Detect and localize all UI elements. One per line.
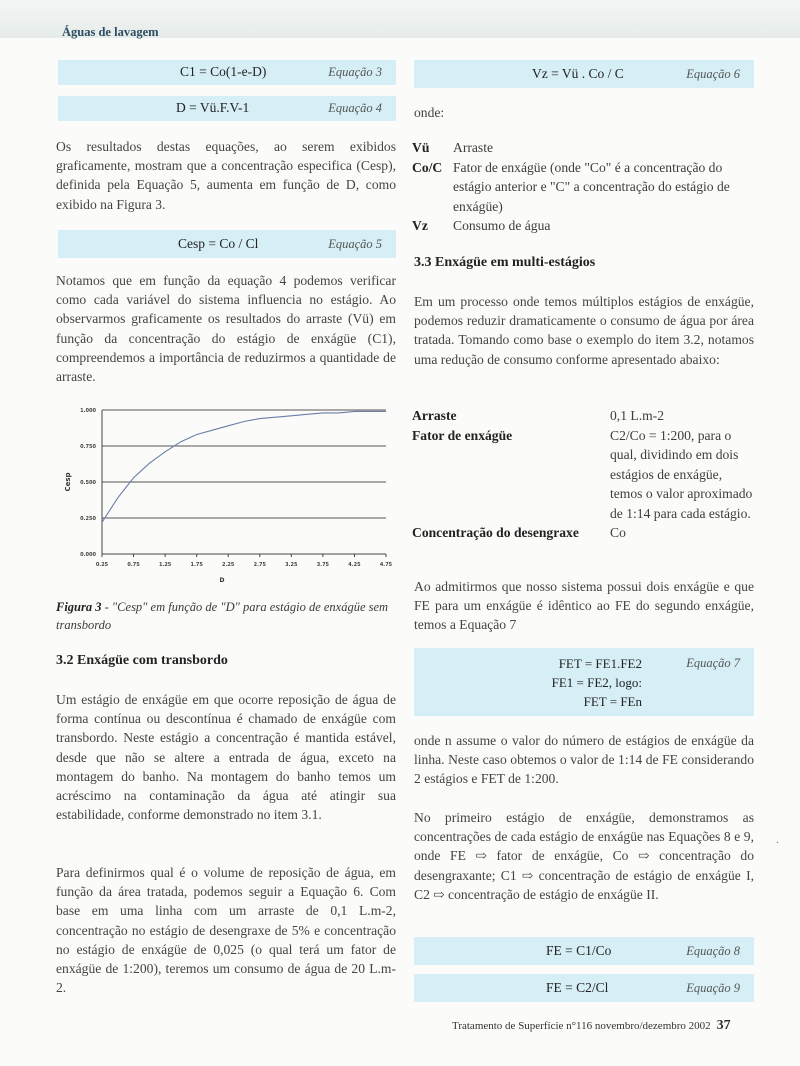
y-axis-label: Cesp: [64, 472, 72, 492]
page-number: 37: [716, 1018, 731, 1033]
paragraph-equation-4: Notamos que em função da equação 4 podemos verificar como cada variável do sistema influencia no estágio. Ao observarmos graficamente os resultados do arraste (Vü) em função da concentração do estágio de enxágüe (C1), compreendemos a importância de reduzirmos a quantidade de arraste.: [56, 273, 396, 385]
equation-7: [414, 648, 754, 716]
table-row: [412, 523, 757, 543]
equation-6-label: Equação 6: [686, 67, 740, 81]
equation-5-formula: Cesp = Co / Cl: [178, 236, 259, 251]
cesp-vs-d-chart: [56, 396, 396, 592]
paragraph-results: Os resultados destas equações, ao serem exibidos graficamente, mostram que a concentração especifica (Cesp), definida pela Equação 5, aumenta em função de D, como exibido na Figura 3.: [56, 139, 396, 212]
definition-item: [412, 138, 757, 158]
onde-label: onde:: [414, 105, 445, 120]
table-value: 0,1 L.m-2: [610, 408, 664, 423]
equation-3-formula: C1 = Co(1-e-D): [180, 64, 267, 79]
equation-6-formula: Vz = Vü . Co / C: [532, 66, 624, 81]
equation-8-formula: FE = C1/Co: [546, 943, 612, 958]
table-row: [412, 406, 757, 426]
table-row: [412, 426, 757, 524]
equation-7-line-1: FET = FE1.FE2: [558, 656, 642, 671]
stray-mark: .: [776, 832, 779, 846]
paragraph-dois-enxague: Ao admitirmos que nosso sistema possui dois enxágüe e que FE para um enxágüe é idêntico ao FE do segundo enxágüe, temos a Equação 7: [414, 579, 754, 633]
x-axis-label: D: [219, 577, 225, 584]
equation-9-formula: FE = C2/Cl: [546, 980, 609, 995]
equation-7-line-2: FE1 = FE2, logo:: [551, 675, 642, 690]
x-tick-label: 0.75: [127, 562, 140, 568]
equation-6: [414, 60, 754, 88]
table-key: Arraste: [412, 408, 457, 423]
y-tick-label: 0.500: [80, 480, 96, 486]
definition-desc: Fator de enxágüe (onde "Co" é a concentração do estágio anterior e "C" a concentração do estágio de enxágüe): [453, 159, 730, 214]
section-3-2-title: 3.2 Enxágüe com transbordo: [56, 653, 228, 668]
equation-9-label: Equação 9: [686, 981, 740, 995]
x-tick-label: 3.25: [285, 562, 298, 568]
page-footer: [452, 1018, 731, 1034]
equation-3: [58, 60, 396, 85]
equation-9: [414, 974, 754, 1002]
y-tick-label: 1.000: [80, 408, 96, 414]
series-line: [102, 411, 386, 522]
x-tick-label: 2.25: [222, 562, 235, 568]
equation-7-line-3: FET = FEn: [583, 694, 642, 709]
paragraph-transbordo: Um estágio de enxágüe em que ocorre reposição de água de forma contínua ou descontínua é chamado de enxágüe com transbordo. Neste estágio a concentração é mantida estável, desde que não se altere a entrada de água, exceto na montagem do banho. Na montagem do banho temos um acréscimo na contaminação da água até atingir sua estabilidade, conforme demonstrado no item 3.1.: [56, 692, 396, 823]
definition-item: [412, 158, 757, 217]
x-tick-label: 1.75: [190, 562, 203, 568]
x-tick-label: 4.75: [379, 562, 393, 568]
table-value: Co: [610, 525, 626, 540]
figure-label: Figura 3: [56, 600, 102, 614]
definition-term: Vü: [412, 140, 430, 155]
paragraph-primeiro-estagio: No primeiro estágio de enxágüe, demonstramos as concentrações de cada estágio de enxágüe nas Equações 8 e 9, onde FE ⇨ fator de enxágüe, Co ⇨ concentração do desengraxante; C1 ⇨ concentração de estágio de enxágüe I, C2 ⇨ concentração de estágio de enxágüe II.: [414, 810, 754, 902]
table-value: C2/Co = 1:200, para o qual, dividindo em dois estágios de enxágüe, temos o valor aproximado de 1:14 para cada estágio.: [610, 427, 753, 521]
table-key: Fator de enxágüe: [412, 427, 513, 443]
definition-term: Co/C: [412, 159, 443, 175]
running-head: Águas de lavagem: [62, 25, 159, 39]
y-tick-label: 0.750: [80, 444, 96, 450]
equation-8-label: Equação 8: [686, 944, 740, 958]
y-tick-label: 0.000: [80, 552, 96, 558]
parameters-table: [412, 406, 757, 543]
equation-5: [58, 230, 396, 258]
equation-8: [414, 937, 754, 965]
equation-4: [58, 96, 396, 121]
equation-4-label: Equação 4: [328, 101, 382, 115]
definition-term: Vz: [412, 218, 428, 233]
paragraph-n-estagios: onde n assume o valor do número de estágios de enxágüe da linha. Neste caso obtemos o valor de 1:14 de FE considerando 2 estágios e FET de 1:200.: [414, 733, 754, 787]
section-3-3-title: 3.3 Enxágüe em multi-estágios: [414, 255, 596, 270]
x-tick-label: 0.25: [95, 562, 109, 568]
definitions-list: [412, 138, 757, 236]
x-tick-label: 3.75: [316, 562, 330, 568]
definition-item: [412, 216, 757, 236]
table-key: Concentração do desengraxe: [412, 525, 579, 540]
figure-caption: [56, 598, 396, 634]
x-tick-label: 4.25: [348, 562, 361, 568]
equation-4-formula: D = Vü.F.V-1: [176, 100, 250, 115]
equation-5-label: Equação 5: [328, 237, 382, 251]
definition-desc: Arraste: [453, 140, 494, 155]
paragraph-multiestagios: Em um processo onde temos múltiplos estágios de enxágüe, podemos reduzir dramaticamente o consumo de água por área tratada. Tomando como base o exemplo do item 3.2, notamos uma redução de consumo conforme apresentado abaixo:: [414, 294, 754, 367]
x-tick-label: 2.75: [253, 562, 266, 568]
footer-text: Tratamento de Superfície n°116 novembro/dezembro 2002: [452, 1020, 711, 1032]
x-tick-label: 1.25: [158, 562, 172, 568]
y-tick-label: 0.250: [80, 516, 96, 522]
equation-7-lines: [522, 654, 642, 711]
equation-7-label: Equação 7: [686, 656, 740, 670]
equation-3-label: Equação 3: [328, 65, 382, 79]
paragraph-reposicao: Para definirmos qual é o volume de reposição de água, em função da área tratada, podemos seguir a Equação 6. Com base em uma linha com um arraste de 0,1 L.m-2, concentração no estágio de desengraxe de 5% e concentração no estágio de enxágüe de 0,025 (o qual terá um fator de enxágüe de 1:200), teremos um consumo de água de 20 L.m-2.: [56, 865, 396, 996]
figure-caption-text: - "Cesp" em função de "D" para estágio de enxágüe sem transbordo: [56, 600, 389, 632]
definition-desc: Consumo de água: [453, 218, 551, 233]
